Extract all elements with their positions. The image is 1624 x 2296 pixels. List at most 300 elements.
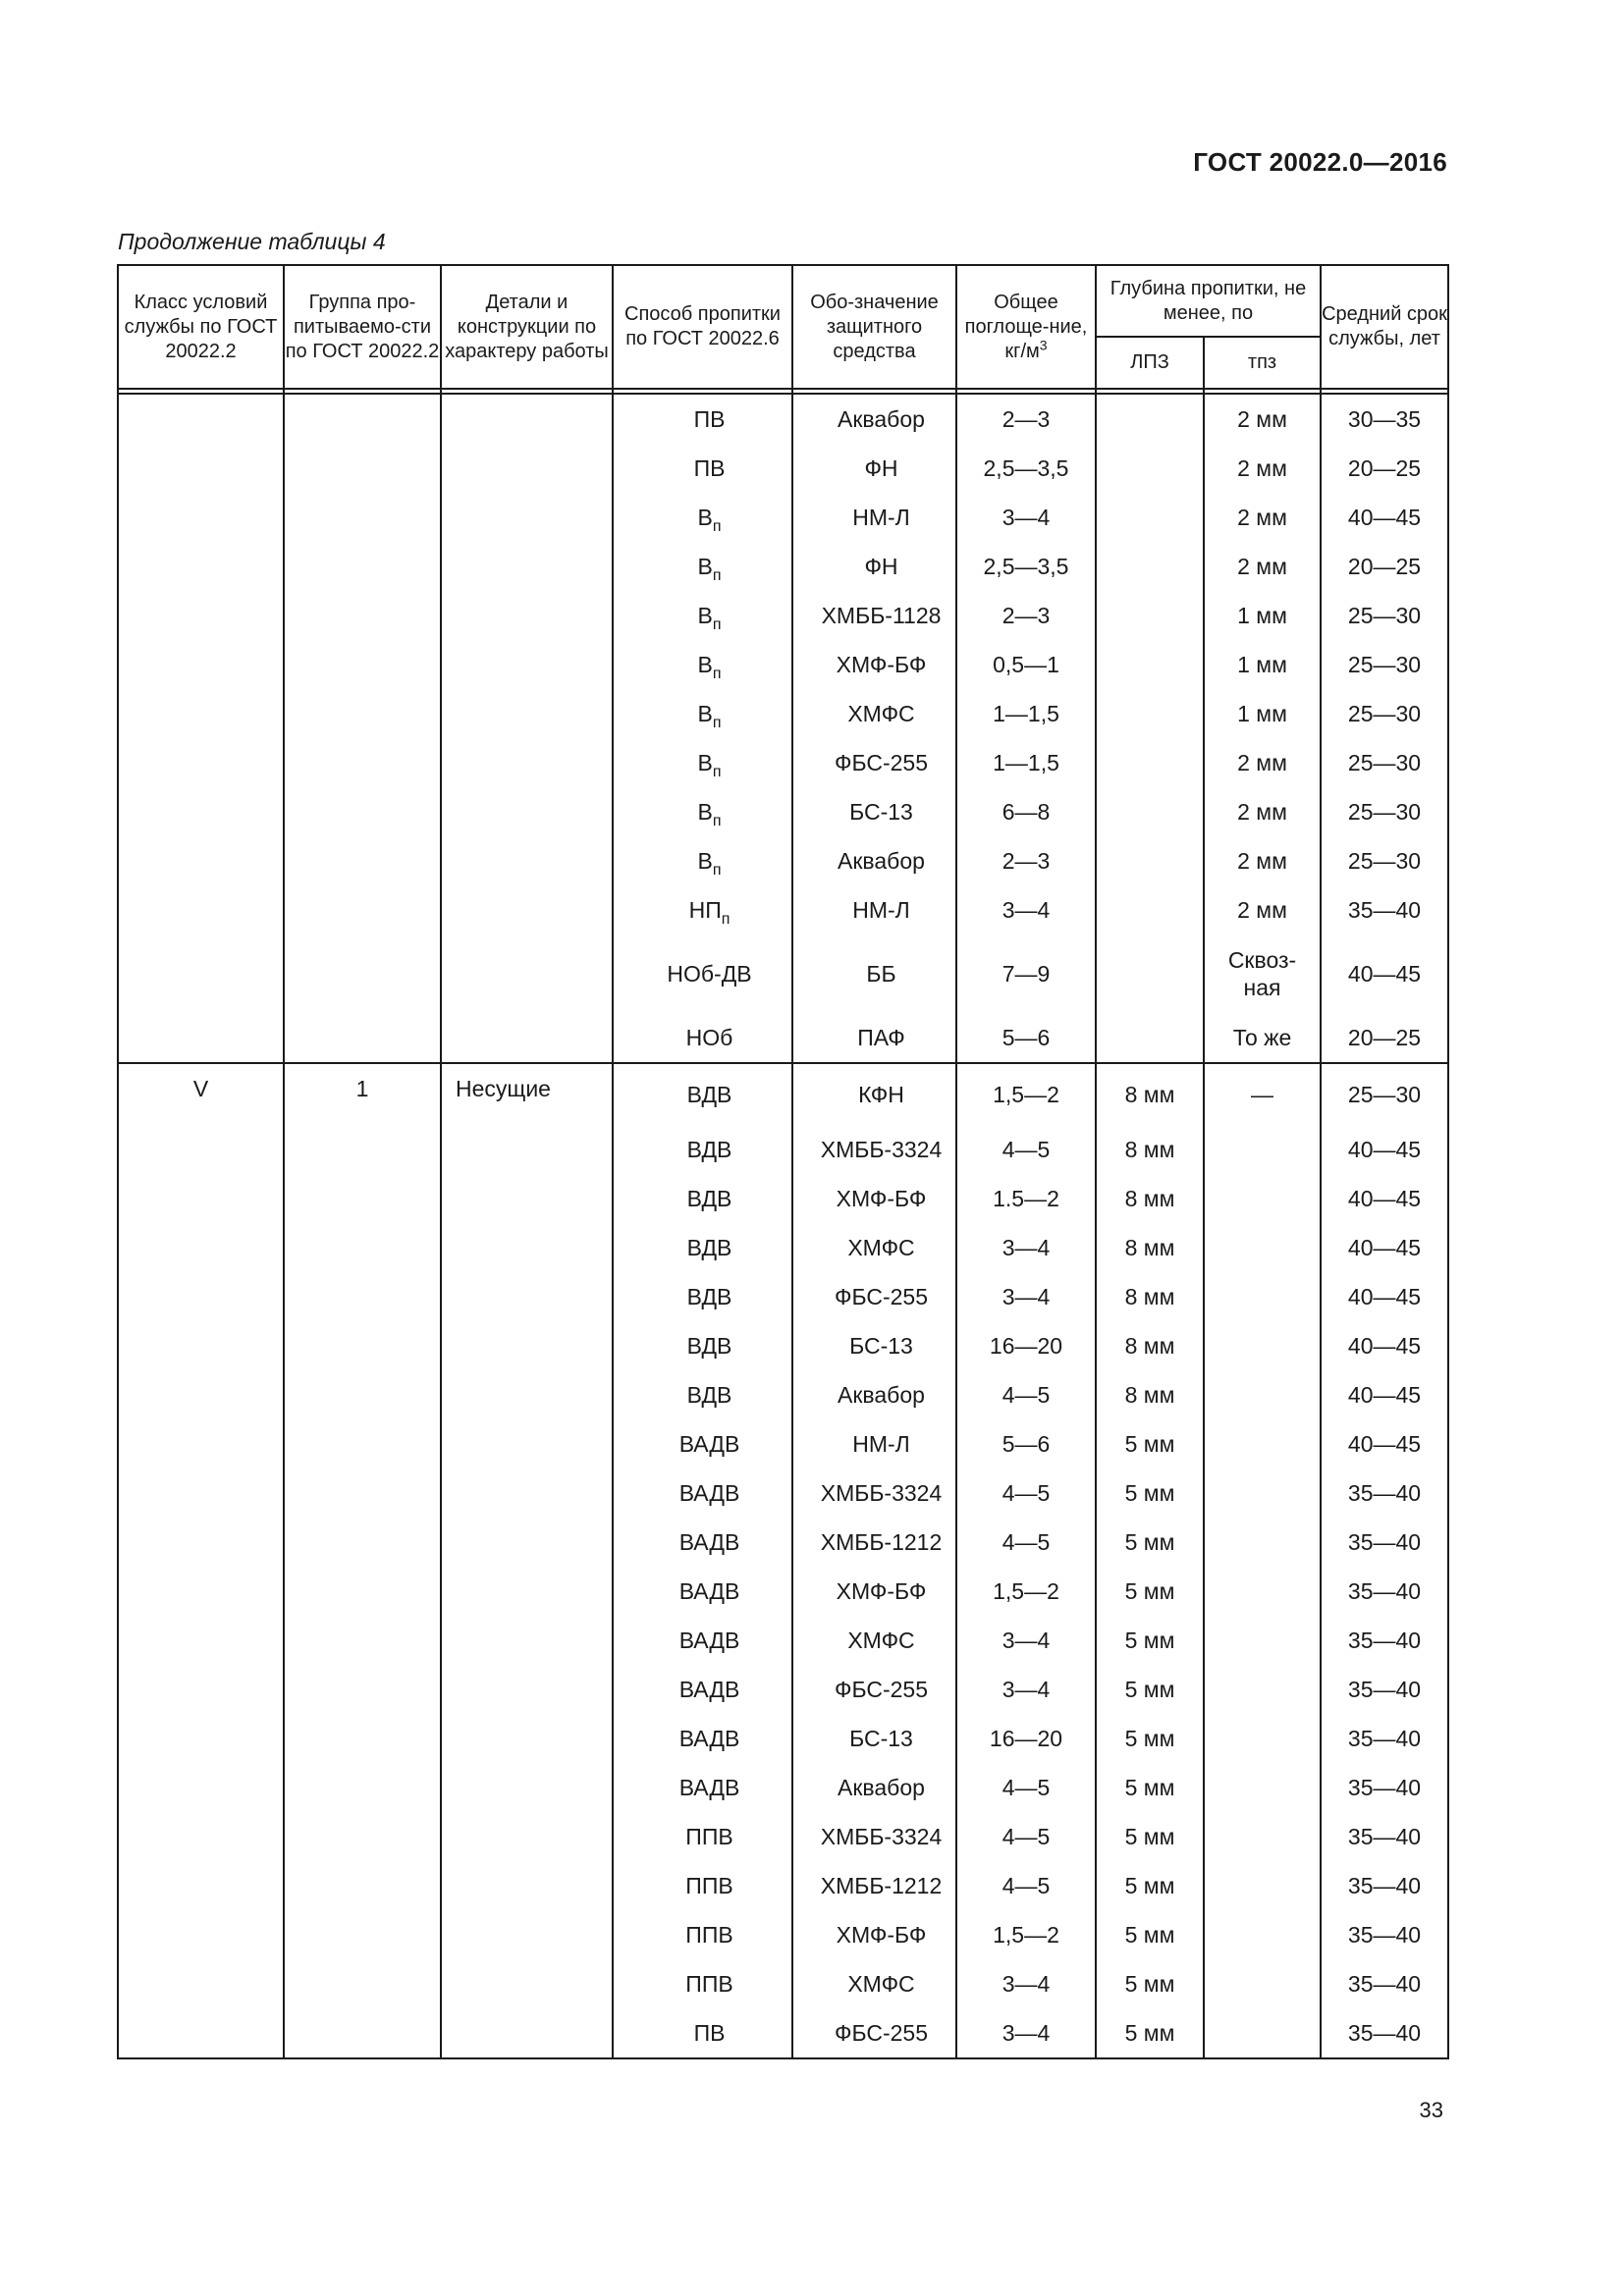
method-cell: ВАДВ bbox=[613, 1567, 792, 1616]
table-row bbox=[118, 1174, 1448, 1223]
service-life-cell: 40—45 bbox=[1321, 1125, 1448, 1174]
depth-lpz-cell: 5 мм bbox=[1096, 1959, 1204, 2008]
empty-group-cell bbox=[441, 1959, 613, 2008]
col-header-tpz: тпз bbox=[1204, 337, 1321, 389]
depth-tpz-cell bbox=[1204, 1665, 1321, 1714]
page-number: 33 bbox=[1419, 2098, 1443, 2122]
agent-cell: ФН bbox=[792, 444, 956, 493]
empty-group-cell bbox=[284, 640, 441, 689]
agent-cell: НМ-Л bbox=[792, 1419, 956, 1468]
empty-group-cell bbox=[441, 1272, 613, 1321]
agent-cell: НМ-Л bbox=[792, 493, 956, 542]
depth-lpz-cell bbox=[1096, 689, 1204, 738]
table-row bbox=[118, 1125, 1448, 1174]
depth-tpz-cell: Сквоз- ная bbox=[1204, 934, 1321, 1013]
empty-group-cell bbox=[284, 1812, 441, 1861]
absorption-cell: 7—9 bbox=[956, 934, 1096, 1013]
depth-lpz-cell bbox=[1096, 787, 1204, 836]
empty-group-cell bbox=[441, 836, 613, 885]
table-row bbox=[118, 934, 1448, 1013]
method-cell: ППВ bbox=[613, 1861, 792, 1910]
depth-tpz-cell bbox=[1204, 1468, 1321, 1518]
method-cell: ВДВ bbox=[613, 1223, 792, 1272]
table-row bbox=[118, 885, 1448, 934]
table-row bbox=[118, 1419, 1448, 1468]
impregnation-table bbox=[117, 264, 1449, 2059]
agent-cell: ХМФ-БФ bbox=[792, 1567, 956, 1616]
empty-group-cell bbox=[284, 885, 441, 934]
depth-lpz-cell: 5 мм bbox=[1096, 1567, 1204, 1616]
service-life-cell: 20—25 bbox=[1321, 1013, 1448, 1063]
empty-group-cell bbox=[284, 738, 441, 787]
table-row bbox=[118, 1063, 1448, 1125]
method-cell: ВАДВ bbox=[613, 1665, 792, 1714]
absorption-cell: 2—3 bbox=[956, 836, 1096, 885]
agent-cell: ХМББ-1128 bbox=[792, 591, 956, 640]
empty-group-cell bbox=[118, 1419, 284, 1468]
service-life-cell: 35—40 bbox=[1321, 1567, 1448, 1616]
empty-group-cell bbox=[441, 1616, 613, 1665]
depth-tpz-cell: 2 мм bbox=[1204, 787, 1321, 836]
empty-group-cell bbox=[118, 1910, 284, 1959]
empty-group-cell bbox=[441, 1763, 613, 1812]
table-row bbox=[118, 1812, 1448, 1861]
depth-lpz-cell: 5 мм bbox=[1096, 1518, 1204, 1567]
method-cell: $В_п$ bbox=[613, 542, 792, 591]
empty-group-cell bbox=[441, 542, 613, 591]
absorption-cell: 1—1,5 bbox=[956, 738, 1096, 787]
empty-group-cell bbox=[284, 1861, 441, 1910]
method-cell: ВДВ bbox=[613, 1125, 792, 1174]
absorption-cell: 3—4 bbox=[956, 1223, 1096, 1272]
table-row bbox=[118, 1861, 1448, 1910]
service-life-cell: 35—40 bbox=[1321, 1910, 1448, 1959]
service-life-cell: 35—40 bbox=[1321, 1468, 1448, 1518]
absorption-cell: 1.5—2 bbox=[956, 1174, 1096, 1223]
empty-group-cell bbox=[284, 934, 441, 1013]
service-life-cell: 40—45 bbox=[1321, 1272, 1448, 1321]
method-cell: $В_п$ bbox=[613, 640, 792, 689]
depth-lpz-cell: 8 мм bbox=[1096, 1125, 1204, 1174]
depth-lpz-cell bbox=[1096, 394, 1204, 444]
agent-cell: НМ-Л bbox=[792, 885, 956, 934]
depth-tpz-cell: 2 мм bbox=[1204, 394, 1321, 444]
method-cell: ВАДВ bbox=[613, 1616, 792, 1665]
empty-group-cell bbox=[284, 2008, 441, 2058]
absorption-cell: 4—5 bbox=[956, 1370, 1096, 1419]
depth-lpz-cell bbox=[1096, 444, 1204, 493]
empty-group-cell bbox=[441, 689, 613, 738]
empty-group-cell bbox=[441, 1714, 613, 1763]
service-life-cell: 25—30 bbox=[1321, 640, 1448, 689]
method-cell: ПВ bbox=[613, 444, 792, 493]
empty-group-cell bbox=[441, 1468, 613, 1518]
agent-cell: ХМББ-3324 bbox=[792, 1125, 956, 1174]
depth-tpz-cell bbox=[1204, 1861, 1321, 1910]
empty-group-cell bbox=[118, 1763, 284, 1812]
depth-lpz-cell bbox=[1096, 493, 1204, 542]
detail-type-cell: Несущие bbox=[441, 1063, 613, 1125]
service-life-cell: 35—40 bbox=[1321, 1861, 1448, 1910]
col-header-lpz: ЛПЗ bbox=[1096, 337, 1204, 389]
service-life-cell: 25—30 bbox=[1321, 1063, 1448, 1125]
method-cell: $В_п$ bbox=[613, 836, 792, 885]
depth-lpz-cell: 8 мм bbox=[1096, 1321, 1204, 1370]
table-row bbox=[118, 1370, 1448, 1419]
depth-tpz-cell: 2 мм bbox=[1204, 836, 1321, 885]
empty-group-cell bbox=[441, 1419, 613, 1468]
document-code: ГОСТ 20022.0—2016 bbox=[1193, 147, 1447, 177]
depth-lpz-cell: 8 мм bbox=[1096, 1063, 1204, 1125]
service-life-cell: 35—40 bbox=[1321, 2008, 1448, 2058]
empty-group-cell bbox=[284, 689, 441, 738]
empty-group-cell bbox=[118, 542, 284, 591]
empty-group-cell bbox=[118, 591, 284, 640]
depth-lpz-cell: 5 мм bbox=[1096, 1861, 1204, 1910]
agent-cell: ББ bbox=[792, 934, 956, 1013]
absorption-cell: 3—4 bbox=[956, 2008, 1096, 2058]
empty-group-cell bbox=[118, 1812, 284, 1861]
empty-group-cell bbox=[441, 738, 613, 787]
empty-group-cell bbox=[441, 1812, 613, 1861]
col-header-absorption: Общее поглоще-ние, $кг/м^3$ bbox=[956, 265, 1096, 389]
empty-group-cell bbox=[118, 1861, 284, 1910]
empty-group-cell bbox=[441, 1518, 613, 1567]
table-row bbox=[118, 1272, 1448, 1321]
agent-cell: ФБС-255 bbox=[792, 2008, 956, 2058]
empty-group-cell bbox=[441, 787, 613, 836]
depth-lpz-cell bbox=[1096, 1013, 1204, 1063]
depth-tpz-cell bbox=[1204, 1419, 1321, 1468]
service-life-cell: 30—35 bbox=[1321, 394, 1448, 444]
depth-tpz-cell bbox=[1204, 1714, 1321, 1763]
impregnability-group-cell: 1 bbox=[284, 1063, 441, 1125]
depth-tpz-cell bbox=[1204, 1272, 1321, 1321]
depth-lpz-cell: 8 мм bbox=[1096, 1272, 1204, 1321]
depth-tpz-cell: — bbox=[1204, 1063, 1321, 1125]
depth-tpz-cell bbox=[1204, 1370, 1321, 1419]
empty-group-cell bbox=[441, 1125, 613, 1174]
agent-cell: КФН bbox=[792, 1063, 956, 1125]
empty-group-cell bbox=[284, 1174, 441, 1223]
service-life-cell: 35—40 bbox=[1321, 1714, 1448, 1763]
col-header-method: Способ пропитки по ГОСТ 20022.6 bbox=[613, 265, 792, 389]
empty-group-cell bbox=[118, 1370, 284, 1419]
empty-group-cell bbox=[284, 1518, 441, 1567]
method-cell: ППВ bbox=[613, 1959, 792, 2008]
absorption-cell: 3—4 bbox=[956, 493, 1096, 542]
method-cell: $НП_п$ bbox=[613, 885, 792, 934]
depth-lpz-cell: 8 мм bbox=[1096, 1370, 1204, 1419]
method-cell: ВДВ bbox=[613, 1272, 792, 1321]
service-life-cell: 20—25 bbox=[1321, 444, 1448, 493]
depth-lpz-cell bbox=[1096, 836, 1204, 885]
table-row bbox=[118, 1665, 1448, 1714]
method-cell: ВАДВ bbox=[613, 1419, 792, 1468]
absorption-cell: 4—5 bbox=[956, 1861, 1096, 1910]
service-life-cell: 40—45 bbox=[1321, 1223, 1448, 1272]
method-cell: ВАДВ bbox=[613, 1518, 792, 1567]
depth-lpz-cell bbox=[1096, 934, 1204, 1013]
empty-group-cell bbox=[118, 1468, 284, 1518]
depth-tpz-cell bbox=[1204, 1616, 1321, 1665]
empty-group-cell bbox=[441, 1174, 613, 1223]
method-cell: $В_п$ bbox=[613, 787, 792, 836]
depth-lpz-cell: 5 мм bbox=[1096, 1763, 1204, 1812]
method-cell: ВДВ bbox=[613, 1370, 792, 1419]
depth-lpz-cell bbox=[1096, 738, 1204, 787]
table-row bbox=[118, 640, 1448, 689]
empty-group-cell bbox=[118, 689, 284, 738]
service-life-cell: 35—40 bbox=[1321, 1665, 1448, 1714]
agent-cell: Аквабор bbox=[792, 1763, 956, 1812]
empty-group-cell bbox=[284, 1419, 441, 1468]
table-row bbox=[118, 787, 1448, 836]
empty-group-cell bbox=[284, 1665, 441, 1714]
table-row bbox=[118, 542, 1448, 591]
depth-lpz-cell bbox=[1096, 591, 1204, 640]
service-life-cell: 35—40 bbox=[1321, 1616, 1448, 1665]
absorption-cell: 1,5—2 bbox=[956, 1910, 1096, 1959]
table-row bbox=[118, 689, 1448, 738]
agent-cell: ХМФС bbox=[792, 689, 956, 738]
absorption-cell: 3—4 bbox=[956, 885, 1096, 934]
table-row bbox=[118, 1763, 1448, 1812]
col-header-agent: Обо-значение защитного средства bbox=[792, 265, 956, 389]
empty-group-cell bbox=[284, 1763, 441, 1812]
agent-cell: ПАФ bbox=[792, 1013, 956, 1063]
empty-group-cell bbox=[118, 1567, 284, 1616]
agent-cell: ХМФ-БФ bbox=[792, 640, 956, 689]
table-row bbox=[118, 1714, 1448, 1763]
method-cell: ПВ bbox=[613, 2008, 792, 2058]
empty-group-cell bbox=[118, 1616, 284, 1665]
empty-group-cell bbox=[284, 1567, 441, 1616]
empty-group-cell bbox=[118, 493, 284, 542]
depth-lpz-cell: 5 мм bbox=[1096, 1419, 1204, 1468]
empty-group-cell bbox=[118, 787, 284, 836]
table-row bbox=[118, 836, 1448, 885]
empty-group-cell bbox=[118, 1665, 284, 1714]
depth-tpz-cell bbox=[1204, 1763, 1321, 1812]
depth-lpz-cell: 5 мм bbox=[1096, 1616, 1204, 1665]
depth-tpz-cell bbox=[1204, 1567, 1321, 1616]
depth-lpz-cell: 8 мм bbox=[1096, 1223, 1204, 1272]
depth-lpz-cell: 5 мм bbox=[1096, 1812, 1204, 1861]
empty-group-cell bbox=[441, 1321, 613, 1370]
empty-group-cell bbox=[441, 444, 613, 493]
empty-group-cell bbox=[118, 1714, 284, 1763]
col-header-group: Группа про-питываемо-сти по ГОСТ 20022.2 bbox=[284, 265, 441, 389]
empty-group-cell bbox=[118, 1174, 284, 1223]
col-header-details: Детали и конструкции по характеру работы bbox=[441, 265, 613, 389]
table-row bbox=[118, 591, 1448, 640]
empty-group-cell bbox=[118, 1223, 284, 1272]
empty-group-cell bbox=[441, 1223, 613, 1272]
col-header-depth: Глубина пропитки, не менее, по bbox=[1096, 265, 1321, 337]
absorption-cell: 4—5 bbox=[956, 1468, 1096, 1518]
agent-cell: БС-13 bbox=[792, 1321, 956, 1370]
method-cell: ВАДВ bbox=[613, 1468, 792, 1518]
service-life-cell: 40—45 bbox=[1321, 1321, 1448, 1370]
empty-group-cell bbox=[118, 738, 284, 787]
absorption-cell: 4—5 bbox=[956, 1518, 1096, 1567]
table-row bbox=[118, 493, 1448, 542]
table-row bbox=[118, 1910, 1448, 1959]
depth-lpz-cell bbox=[1096, 885, 1204, 934]
empty-group-cell bbox=[118, 1125, 284, 1174]
empty-group-cell bbox=[118, 640, 284, 689]
agent-cell: ФБС-255 bbox=[792, 1272, 956, 1321]
depth-tpz-cell bbox=[1204, 1959, 1321, 2008]
depth-tpz-cell: То же bbox=[1204, 1013, 1321, 1063]
empty-group-cell bbox=[284, 1468, 441, 1518]
empty-group-cell bbox=[441, 1013, 613, 1063]
agent-cell: ХМФС bbox=[792, 1223, 956, 1272]
empty-group-cell bbox=[441, 640, 613, 689]
empty-group-cell bbox=[441, 394, 613, 444]
empty-group-cell bbox=[284, 1321, 441, 1370]
absorption-cell: 3—4 bbox=[956, 1616, 1096, 1665]
service-life-cell: 40—45 bbox=[1321, 1419, 1448, 1468]
depth-tpz-cell bbox=[1204, 1910, 1321, 1959]
service-class-cell: V bbox=[118, 1063, 284, 1125]
depth-tpz-cell: 2 мм bbox=[1204, 885, 1321, 934]
table-row bbox=[118, 1468, 1448, 1518]
table-row bbox=[118, 1567, 1448, 1616]
depth-lpz-cell: 5 мм bbox=[1096, 2008, 1204, 2058]
empty-group-cell bbox=[284, 1272, 441, 1321]
empty-group-cell bbox=[118, 885, 284, 934]
empty-group-cell bbox=[118, 444, 284, 493]
table-caption: Продолжение таблицы 4 bbox=[118, 229, 386, 254]
empty-group-cell bbox=[118, 1272, 284, 1321]
absorption-cell: 4—5 bbox=[956, 1812, 1096, 1861]
absorption-cell: 4—5 bbox=[956, 1763, 1096, 1812]
method-cell: ПВ bbox=[613, 394, 792, 444]
depth-tpz-cell bbox=[1204, 1812, 1321, 1861]
depth-tpz-cell bbox=[1204, 1518, 1321, 1567]
method-cell: ВАДВ bbox=[613, 1714, 792, 1763]
service-life-cell: 35—40 bbox=[1321, 1763, 1448, 1812]
method-cell: ППВ bbox=[613, 1812, 792, 1861]
agent-cell: ХМББ-3324 bbox=[792, 1468, 956, 1518]
method-cell: ВДВ bbox=[613, 1174, 792, 1223]
depth-tpz-cell: 1 мм bbox=[1204, 689, 1321, 738]
depth-tpz-cell bbox=[1204, 1125, 1321, 1174]
empty-group-cell bbox=[284, 1223, 441, 1272]
empty-group-cell bbox=[284, 444, 441, 493]
empty-group-cell bbox=[284, 1370, 441, 1419]
absorption-cell: 1,5—2 bbox=[956, 1567, 1096, 1616]
service-life-cell: 35—40 bbox=[1321, 1812, 1448, 1861]
depth-lpz-cell: 5 мм bbox=[1096, 1468, 1204, 1518]
col-header-service-life: Средний срок службы, лет bbox=[1321, 265, 1448, 389]
empty-group-cell bbox=[284, 1714, 441, 1763]
absorption-cell: 6—8 bbox=[956, 787, 1096, 836]
method-cell: $В_п$ bbox=[613, 493, 792, 542]
depth-tpz-cell: 2 мм bbox=[1204, 738, 1321, 787]
service-life-cell: 40—45 bbox=[1321, 1370, 1448, 1419]
empty-group-cell bbox=[441, 2008, 613, 2058]
absorption-cell: 2,5—3,5 bbox=[956, 444, 1096, 493]
empty-group-cell bbox=[118, 836, 284, 885]
method-cell: $В_п$ bbox=[613, 689, 792, 738]
agent-cell: ХМФС bbox=[792, 1959, 956, 2008]
agent-cell: ХМББ-1212 bbox=[792, 1861, 956, 1910]
empty-group-cell bbox=[118, 1013, 284, 1063]
empty-group-cell bbox=[441, 885, 613, 934]
depth-lpz-cell bbox=[1096, 640, 1204, 689]
agent-cell: ХМФ-БФ bbox=[792, 1174, 956, 1223]
absorption-cell: 5—6 bbox=[956, 1419, 1096, 1468]
absorption-cell: 5—6 bbox=[956, 1013, 1096, 1063]
depth-tpz-cell bbox=[1204, 1174, 1321, 1223]
absorption-cell: 0,5—1 bbox=[956, 640, 1096, 689]
service-life-cell: 25—30 bbox=[1321, 738, 1448, 787]
service-life-cell: 20—25 bbox=[1321, 542, 1448, 591]
empty-group-cell bbox=[284, 1910, 441, 1959]
service-life-cell: 40—45 bbox=[1321, 1174, 1448, 1223]
service-life-cell: 35—40 bbox=[1321, 1518, 1448, 1567]
method-cell: ВДВ bbox=[613, 1321, 792, 1370]
depth-lpz-cell: 5 мм bbox=[1096, 1910, 1204, 1959]
table-row bbox=[118, 394, 1448, 444]
depth-tpz-cell: 1 мм bbox=[1204, 591, 1321, 640]
empty-group-cell bbox=[441, 1567, 613, 1616]
method-cell: ППВ bbox=[613, 1910, 792, 1959]
empty-group-cell bbox=[441, 934, 613, 1013]
absorption-cell: 1,5—2 bbox=[956, 1063, 1096, 1125]
depth-lpz-cell: 8 мм bbox=[1096, 1174, 1204, 1223]
agent-cell: ФН bbox=[792, 542, 956, 591]
agent-cell: ФБС-255 bbox=[792, 1665, 956, 1714]
agent-cell: ХМФ-БФ bbox=[792, 1910, 956, 1959]
empty-group-cell bbox=[284, 591, 441, 640]
table-row bbox=[118, 1223, 1448, 1272]
depth-tpz-cell bbox=[1204, 1321, 1321, 1370]
method-cell: ВДВ bbox=[613, 1063, 792, 1125]
empty-group-cell bbox=[118, 1959, 284, 2008]
absorption-cell: 2,5—3,5 bbox=[956, 542, 1096, 591]
agent-cell: ХМББ-1212 bbox=[792, 1518, 956, 1567]
depth-tpz-cell bbox=[1204, 1223, 1321, 1272]
service-life-cell: 35—40 bbox=[1321, 885, 1448, 934]
method-cell: НОб-ДВ bbox=[613, 934, 792, 1013]
agent-cell: ХМФС bbox=[792, 1616, 956, 1665]
empty-group-cell bbox=[118, 1518, 284, 1567]
service-life-cell: 25—30 bbox=[1321, 836, 1448, 885]
service-life-cell: 35—40 bbox=[1321, 1959, 1448, 2008]
empty-group-cell bbox=[284, 1125, 441, 1174]
empty-group-cell bbox=[118, 1321, 284, 1370]
empty-group-cell bbox=[284, 1959, 441, 2008]
method-cell: НОб bbox=[613, 1013, 792, 1063]
empty-group-cell bbox=[118, 394, 284, 444]
empty-group-cell bbox=[284, 1616, 441, 1665]
absorption-cell: 16—20 bbox=[956, 1321, 1096, 1370]
method-cell: $В_п$ bbox=[613, 738, 792, 787]
service-life-cell: 40—45 bbox=[1321, 493, 1448, 542]
agent-cell: БС-13 bbox=[792, 1714, 956, 1763]
empty-group-cell bbox=[284, 1013, 441, 1063]
table-row bbox=[118, 2008, 1448, 2058]
absorption-cell: 3—4 bbox=[956, 1959, 1096, 2008]
depth-tpz-cell: 2 мм bbox=[1204, 542, 1321, 591]
agent-cell: БС-13 bbox=[792, 787, 956, 836]
agent-cell: Аквабор bbox=[792, 394, 956, 444]
depth-tpz-cell: 1 мм bbox=[1204, 640, 1321, 689]
